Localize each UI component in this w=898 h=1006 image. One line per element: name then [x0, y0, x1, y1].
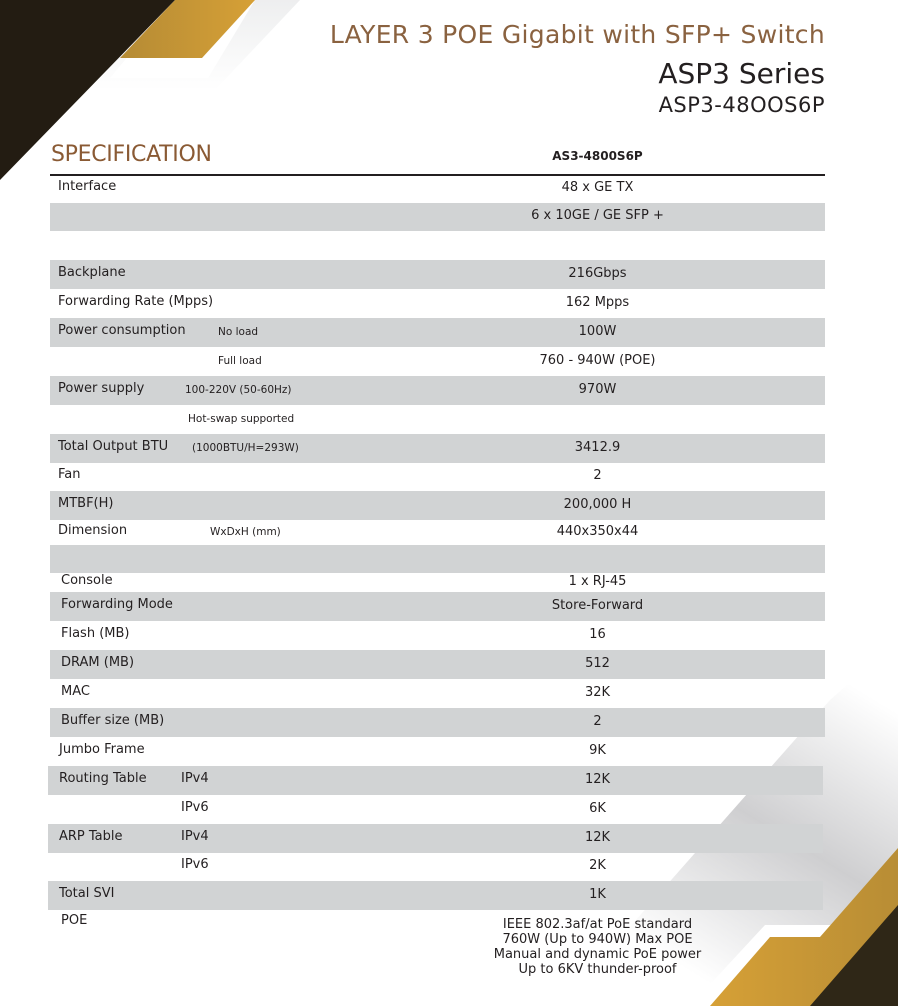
poe-feature-line: 760W (Up to 940W) Max POE — [502, 932, 693, 947]
specification-heading: SPECIFICATION — [51, 142, 212, 167]
table-row — [50, 463, 825, 491]
row-value: 32K — [584, 685, 611, 700]
table-row — [50, 260, 825, 289]
row-label: Power supply — [58, 381, 145, 396]
row-sublabel: Hot-swap supported — [188, 413, 295, 425]
row-value: 2K — [589, 858, 606, 873]
row-value: 100W — [578, 324, 617, 339]
table-row — [50, 175, 825, 203]
table-row — [50, 592, 825, 621]
row-sublabel: 100-220V (50-60Hz) — [185, 384, 292, 396]
poe-feature-line: Up to 6KV thunder-proof — [518, 962, 677, 977]
row-label: Forwarding Mode — [61, 597, 173, 612]
table-row — [48, 737, 823, 766]
table-row — [50, 347, 825, 376]
table-row — [50, 203, 825, 231]
poe-feature-line: IEEE 802.3af/at PoE standard — [502, 917, 693, 932]
row-label: Interface — [58, 179, 117, 194]
row-label: Power consumption — [58, 323, 186, 338]
row-label: Backplane — [58, 265, 126, 280]
table-row — [48, 824, 823, 853]
table-row — [48, 795, 823, 824]
row-value: 760 - 940W (POE) — [539, 353, 656, 368]
row-label: Buffer size (MB) — [61, 713, 165, 728]
poe-feature-line: Manual and dynamic PoE power — [493, 947, 702, 962]
row-value: 1K — [589, 887, 606, 902]
row-value: 216Gbps — [568, 266, 627, 281]
row-sublabel: IPv6 — [181, 800, 209, 815]
row-sublabel: (1000BTU/H=293W) — [192, 442, 299, 454]
row-label: DRAM (MB) — [61, 655, 135, 670]
row-value: 3412.9 — [574, 440, 621, 455]
header-divider — [50, 174, 825, 176]
row-label: Flash (MB) — [61, 626, 130, 641]
table-row — [48, 881, 823, 910]
row-value: 200,000 H — [563, 497, 632, 512]
row-value: 6 x 10GE / GE SFP + — [531, 208, 664, 223]
row-value: 12K — [584, 772, 611, 787]
table-row — [50, 679, 825, 708]
table-row — [50, 491, 825, 520]
row-sublabel: IPv4 — [181, 829, 209, 844]
row-label: Dimension — [58, 523, 128, 538]
table-row — [50, 434, 825, 463]
row-label: Console — [61, 573, 113, 588]
row-label: Routing Table — [59, 771, 147, 786]
row-value: 9K — [589, 743, 606, 758]
row-label: MTBF(H) — [58, 496, 114, 511]
row-label: Fan — [58, 467, 81, 482]
product-line-title: LAYER 3 POE Gigabit with SFP+ Switch — [329, 20, 825, 49]
table-row — [50, 318, 825, 347]
row-label: Total Output BTU — [58, 439, 169, 454]
series-title: ASP3 Series — [658, 57, 825, 90]
table-row — [50, 231, 825, 260]
row-sublabel: No load — [218, 326, 259, 338]
row-value: 1 x RJ-45 — [568, 574, 627, 589]
page-header — [330, 18, 825, 118]
table-row — [50, 573, 825, 592]
table-row-poe — [50, 910, 825, 980]
table-row — [50, 289, 825, 318]
row-sublabel: IPv6 — [181, 857, 209, 872]
row-value: 512 — [585, 656, 610, 671]
model-column-header: AS3-4800S6P — [552, 149, 643, 163]
row-label: Jumbo Frame — [59, 742, 145, 757]
row-label: Total SVI — [59, 886, 115, 901]
row-label: Forwarding Rate (Mpps) — [58, 294, 214, 309]
row-value: 48 x GE TX — [561, 180, 634, 195]
row-label: POE — [61, 913, 88, 928]
row-label: MAC — [61, 684, 90, 699]
row-value: 12K — [584, 830, 611, 845]
poe-feature-list — [480, 917, 715, 977]
model-number: ASP3-48OOS6P — [658, 93, 825, 117]
table-row — [50, 621, 825, 650]
row-sublabel: Full load — [218, 355, 262, 367]
row-value: 970W — [578, 382, 617, 397]
row-value: 162 Mpps — [565, 295, 630, 310]
row-value: Store-Forward — [551, 598, 644, 613]
table-row — [50, 376, 825, 405]
row-sublabel: IPv4 — [181, 771, 209, 786]
row-value: 16 — [589, 627, 606, 642]
row-sublabel: WxDxH (mm) — [210, 526, 281, 538]
table-row — [50, 650, 825, 679]
row-label: ARP Table — [59, 829, 123, 844]
row-value: 2 — [593, 714, 602, 729]
table-row — [50, 708, 825, 737]
table-row — [50, 405, 825, 434]
table-row — [50, 520, 825, 545]
table-row — [48, 853, 823, 881]
row-value: 440x350x44 — [556, 524, 639, 539]
row-value: 6K — [589, 801, 606, 816]
row-value: 2 — [593, 468, 602, 483]
table-row — [50, 545, 825, 573]
table-row — [48, 766, 823, 795]
